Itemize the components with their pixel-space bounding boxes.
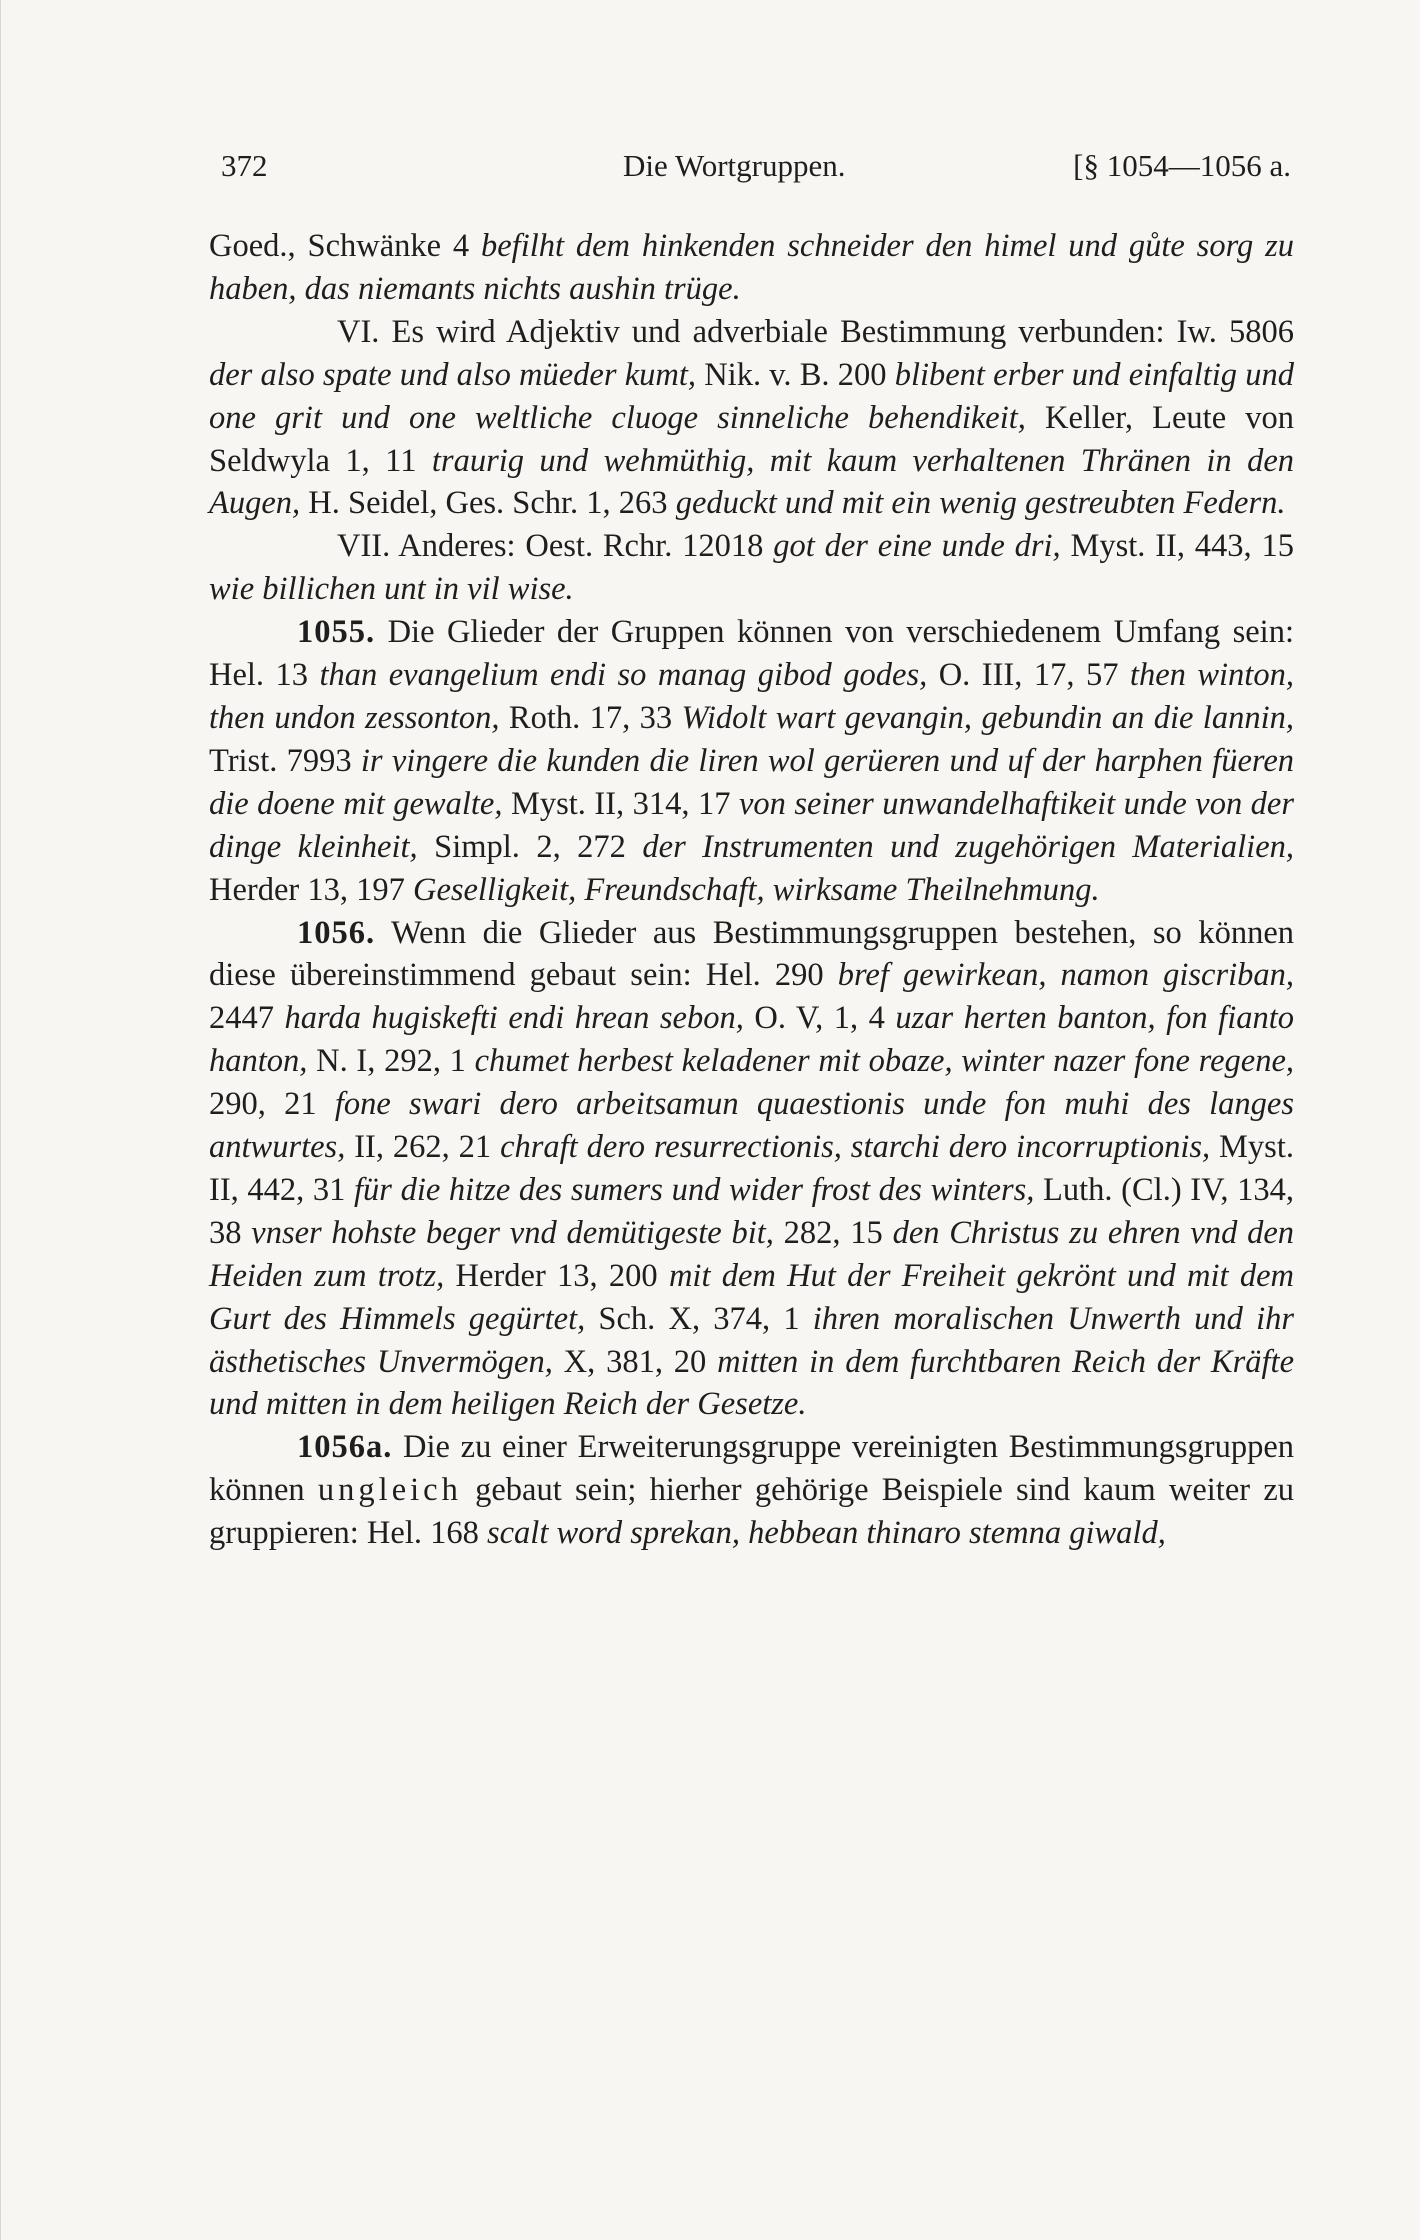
text-run: H. Seidel, Ges. Schr. 1, 263 <box>300 485 676 522</box>
section-number: 1055. <box>297 614 376 651</box>
text-run: Myst. II, 443, 15 <box>1060 528 1294 565</box>
quote-run: wie billichen unt in vil wise. <box>209 571 574 608</box>
quote-run: chumet herbest keladener mit obaze, winter nazer fone regene, <box>474 1043 1294 1080</box>
text-run: Herder 13, 197 <box>209 871 413 908</box>
text-run: Die Glieder der Gruppen können von verschiedenem Umfang sein: Hel. 13 <box>209 614 1294 694</box>
page-number: 372 <box>221 148 268 183</box>
section-number: 1056. <box>297 914 376 951</box>
quote-run: traurig und wehmüthig, mit kaum verhaltenen Thränen in den Augen, <box>209 442 1295 522</box>
quote-run: got der eine unde dri, <box>773 528 1061 565</box>
text-run: VI. Es wird Adjektiv und adverbiale Bestimmung verbunden: Iw. 5806 <box>337 313 1294 350</box>
quote-run: ir vingere die kunden die liren wol gerüeren und uf der harphen füeren die doene mit gewalte, <box>209 742 1294 822</box>
text-run: Goed., Schwänke 4 <box>209 228 481 264</box>
quote-run: für die hitze des sumers und wider frost des winters, <box>354 1171 1035 1208</box>
body-text <box>209 225 1294 1555</box>
text-run: Herder 13, 200 <box>444 1257 669 1294</box>
text-run: Keller, Leute von Seldwyla 1, 11 <box>209 399 1294 479</box>
spaced-emphasis: ungleich <box>317 1472 462 1509</box>
text-run: II, 262, 21 <box>345 1129 501 1166</box>
quote-run: den Christus zu ehren vnd den Heiden zum trotz, <box>209 1214 1295 1294</box>
text-run: 2447 <box>209 1000 285 1037</box>
paragraph-vi <box>209 311 1294 526</box>
text-run: Sch. X, 374, 1 <box>585 1300 813 1337</box>
quote-run: der Instrumenten und zugehörigen Materialien, <box>642 828 1294 865</box>
text-run: Simpl. 2, 272 <box>417 828 643 865</box>
running-header <box>221 146 1291 186</box>
text-run: VII. Anderes: Oest. Rchr. 12018 <box>337 528 774 565</box>
section-range: [§ 1054—1056 a. <box>1073 148 1291 183</box>
text-run: Myst. II, 314, 17 <box>502 785 739 822</box>
quote-run: ihren moralischen Unwerth und ihr ästhetisches Unvermögen, <box>209 1300 1294 1380</box>
paragraph-1055 <box>209 611 1294 911</box>
quote-run: than evangelium endi so manag gibod godes, <box>319 657 928 694</box>
text-run: O. V, 1, 4 <box>743 1000 896 1037</box>
text-run: Myst. II, 442, 31 <box>209 1129 1294 1208</box>
quote-run: scalt word sprekan, hebbean thinaro stemna giwald, <box>486 1515 1166 1552</box>
quote-run: harda hugiskefti endi hrean sebon, <box>284 1000 744 1037</box>
text-run: Wenn die Glieder aus Bestimmungsgruppen bestehen, so können diese übereinstimmend gebaut sein: Hel. 290 <box>209 914 1294 994</box>
text-run: O. III, 17, 57 <box>927 657 1130 694</box>
paragraph-1056a <box>209 1426 1294 1555</box>
quote-run: mitten in dem furchtbaren Reich der Kräfte und mitten in dem heiligen Reich der Gesetze. <box>209 1343 1294 1423</box>
quote-run: von seiner unwandelhaftikeit unde von der dinge kleinheit, <box>209 785 1295 865</box>
quote-run: Geselligkeit, Freundschaft, wirksame Theilnehmung. <box>412 871 1100 908</box>
quote-run: then winton, then undon zessonton, <box>209 657 1294 736</box>
quote-run: geduckt und mit ein wenig gestreubten Federn. <box>675 485 1286 522</box>
text-run: N. I, 292, 1 <box>307 1043 475 1080</box>
quote-run: mit dem Hut der Freiheit gekrönt und mit dem Gurt des Himmels gegürtet, <box>209 1257 1294 1337</box>
quote-run: vnser hohste beger vnd demütigeste bit, <box>251 1214 774 1251</box>
text-run: Nik. v. B. 200 <box>696 356 895 393</box>
text-run: 282, 15 <box>773 1214 893 1251</box>
text-run: Luth. (Cl.) IV, 134, 38 <box>209 1171 1294 1251</box>
text-run: Roth. 17, 33 <box>499 699 682 736</box>
quote-run: der also spate und also müeder kumt, <box>209 356 696 393</box>
text-run: 290, 21 <box>209 1086 335 1123</box>
section-number: 1056a. <box>297 1429 393 1466</box>
text-run: X, 381, 20 <box>552 1343 718 1380</box>
text-run: gebaut sein; hierher gehörige Beispiele sind kaum weiter zu gruppieren: Hel. 168 <box>209 1472 1294 1552</box>
paragraph-vii <box>209 525 1294 611</box>
quote-run: befilht dem hinkenden schneider den himel und gůte sorg zu haben, das niemants nichts aushin trüge. <box>209 228 1294 307</box>
header-title: Die Wortgruppen. <box>623 148 846 183</box>
quote-run: blibent erber und einfaltig und one grit und one weltliche cluoge sinneliche behendikeit, <box>209 356 1294 436</box>
paragraph-continuation <box>209 225 1294 311</box>
quote-run: bref gewirkean, namon giscriban, <box>837 957 1295 994</box>
text-run: Die zu einer Erweiterungsgruppe vereinigten Bestimmungsgruppen können <box>209 1429 1294 1509</box>
quote-run: fone swari dero arbeitsamun quaestionis unde fon muhi des langes antwurtes, <box>209 1086 1295 1166</box>
paragraph-1056 <box>209 912 1294 1427</box>
text-run: Trist. 7993 <box>209 742 361 779</box>
quote-run: uzar herten banton, fon fianto hanton, <box>209 1000 1295 1080</box>
quote-run: chraft dero resurrectionis, starchi dero incorruptionis, <box>500 1129 1211 1166</box>
quote-run: Widolt wart gevangin, gebundin an die lannin, <box>681 699 1294 736</box>
